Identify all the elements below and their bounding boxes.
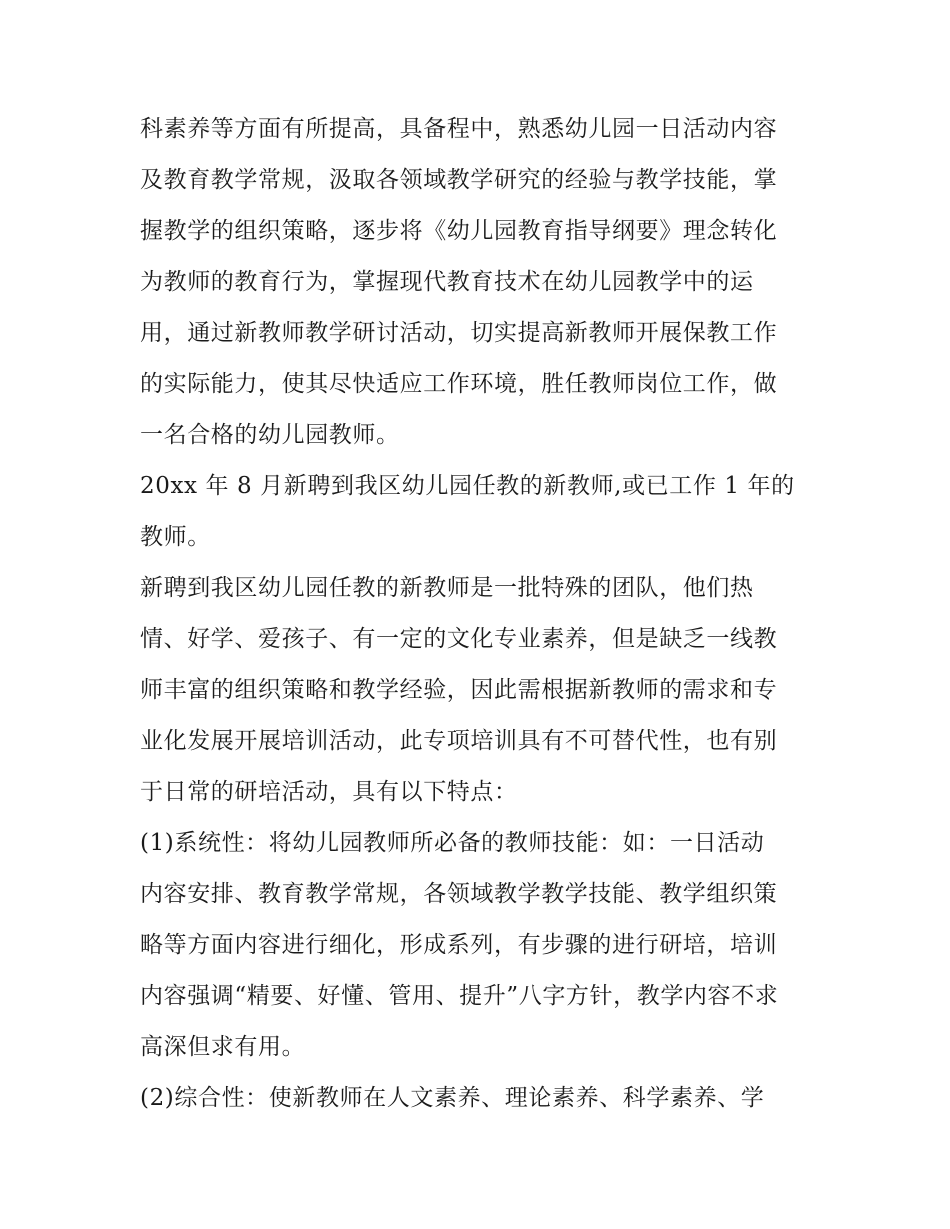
text-line: 20xx 年 8 月新聘到我区幼儿园任教的新教师,或已工作 1 年的 xyxy=(140,473,795,499)
text-line: 握教学的组织策略，逐步将《幼儿园教育指导纲要》理念转化 xyxy=(140,218,778,244)
text-line: 内容安排、教育教学常规，各领域教学教学技能、教学组织策 xyxy=(140,881,778,907)
text-line: 一名合格的幼儿园教师。 xyxy=(140,422,400,448)
paragraph-goal xyxy=(140,104,820,461)
paragraph-feature-comprehensive xyxy=(140,1073,820,1124)
paragraph-feature-systematic xyxy=(140,818,820,1073)
text-line: 科素养等方面有所提高，具备程中，熟悉幼儿园一日活动内容 xyxy=(140,116,778,142)
text-line: 略等方面内容进行细化，形成系列，有步骤的进行研培，培训 xyxy=(140,932,778,958)
text-line: 及教育教学常规，汲取各领域教学研究的经验与教学技能，掌 xyxy=(140,167,778,193)
text-line: (1)系统性：将幼儿园教师所必备的教师技能：如：一日活动 xyxy=(140,830,765,856)
text-line: 内容强调“精要、好懂、管用、提升”八字方针，教学内容不求 xyxy=(140,983,779,1009)
paragraph-background xyxy=(140,563,820,818)
text-line: 高深但求有用。 xyxy=(140,1034,306,1060)
text-line: 师丰富的组织策略和教学经验，因此需根据新教师的需求和专 xyxy=(140,677,778,703)
text-line: 教师。 xyxy=(140,524,211,550)
text-line: 业化发展开展培训活动，此专项培训具有不可替代性，也有别 xyxy=(140,728,778,754)
text-line: 用，通过新教师教学研讨活动，切实提高新教师开展保教工作 xyxy=(140,320,778,346)
text-line: 情、好学、爱孩子、有一定的文化专业素养，但是缺乏一线教 xyxy=(140,626,778,652)
document-page xyxy=(140,104,820,1124)
text-line: 于日常的研培活动，具有以下特点： xyxy=(140,779,518,805)
text-line: 的实际能力，使其尽快适应工作环境，胜任教师岗位工作，做 xyxy=(140,371,778,397)
text-line: 新聘到我区幼儿园任教的新教师是一批特殊的团队，他们热 xyxy=(140,575,754,601)
text-line: 为教师的教育行为，掌握现代教育技术在幼儿园教学中的运 xyxy=(140,269,754,295)
text-line: (2)综合性：使新教师在人文素养、理论素养、科学素养、学 xyxy=(140,1085,765,1111)
paragraph-participants xyxy=(140,461,820,563)
